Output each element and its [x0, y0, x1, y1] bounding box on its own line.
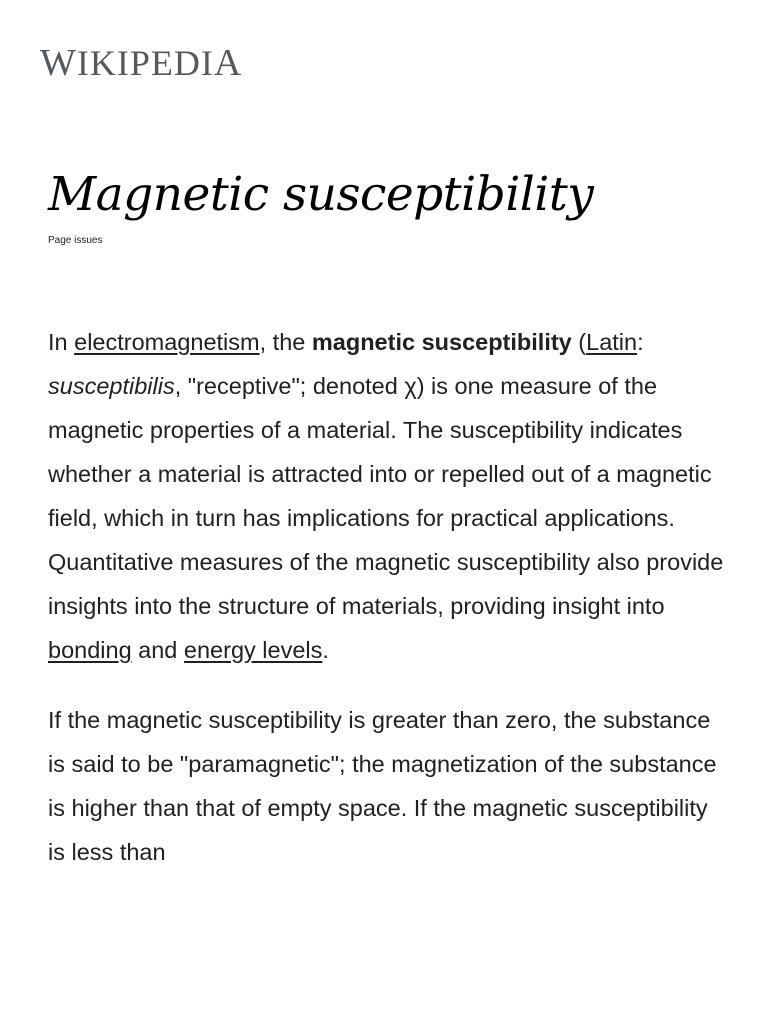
logo-letters: IKIPEDI	[76, 43, 214, 83]
text-segment: , the	[259, 329, 312, 355]
page-title: Magnetic susceptibility	[48, 167, 594, 222]
text-segment: (	[571, 329, 587, 355]
title-block	[48, 160, 738, 248]
text-segment: and	[131, 637, 184, 663]
link-chi[interactable]: χ	[404, 373, 417, 399]
text-segment: , "receptive"; denoted	[174, 373, 405, 399]
text-segment: ) is one measure of the magnetic properties of a material. The susceptibility indicates whether a material is attracted into or repelled out of a magnetic field, which in turn has implications for practical applications. Quantitative measures of the magnetic susceptibility also provide insights into the structure of materials, providing insight into	[48, 373, 724, 619]
second-paragraph: If the magnetic susceptibility is greater than zero, the substance is said to be "paramagnetic"; the magnetization of the substance is higher than that of empty space. If the magnetic susceptibility is less than	[48, 707, 717, 865]
text-segment: In	[48, 329, 75, 355]
link-bonding[interactable]: bonding	[48, 637, 132, 663]
link-latin[interactable]: Latin	[586, 329, 638, 355]
page-issues-link[interactable]: Page issues	[48, 235, 103, 246]
text-segment: :	[637, 329, 644, 355]
italic-latin-word: susceptibilis	[48, 373, 175, 399]
link-energy-levels[interactable]: energy levels	[183, 637, 323, 663]
header	[40, 40, 242, 90]
logo-letter-a: A	[213, 42, 243, 84]
logo-letter-w: W	[40, 42, 77, 84]
link-electromagnetism[interactable]: electromagnetism	[74, 329, 260, 355]
text-segment: .	[322, 637, 329, 663]
bold-term: magnetic susceptibility	[311, 329, 572, 355]
wikipedia-wordmark-logo[interactable]	[40, 40, 242, 86]
article-content	[48, 320, 728, 900]
lead-paragraph	[48, 320, 728, 672]
